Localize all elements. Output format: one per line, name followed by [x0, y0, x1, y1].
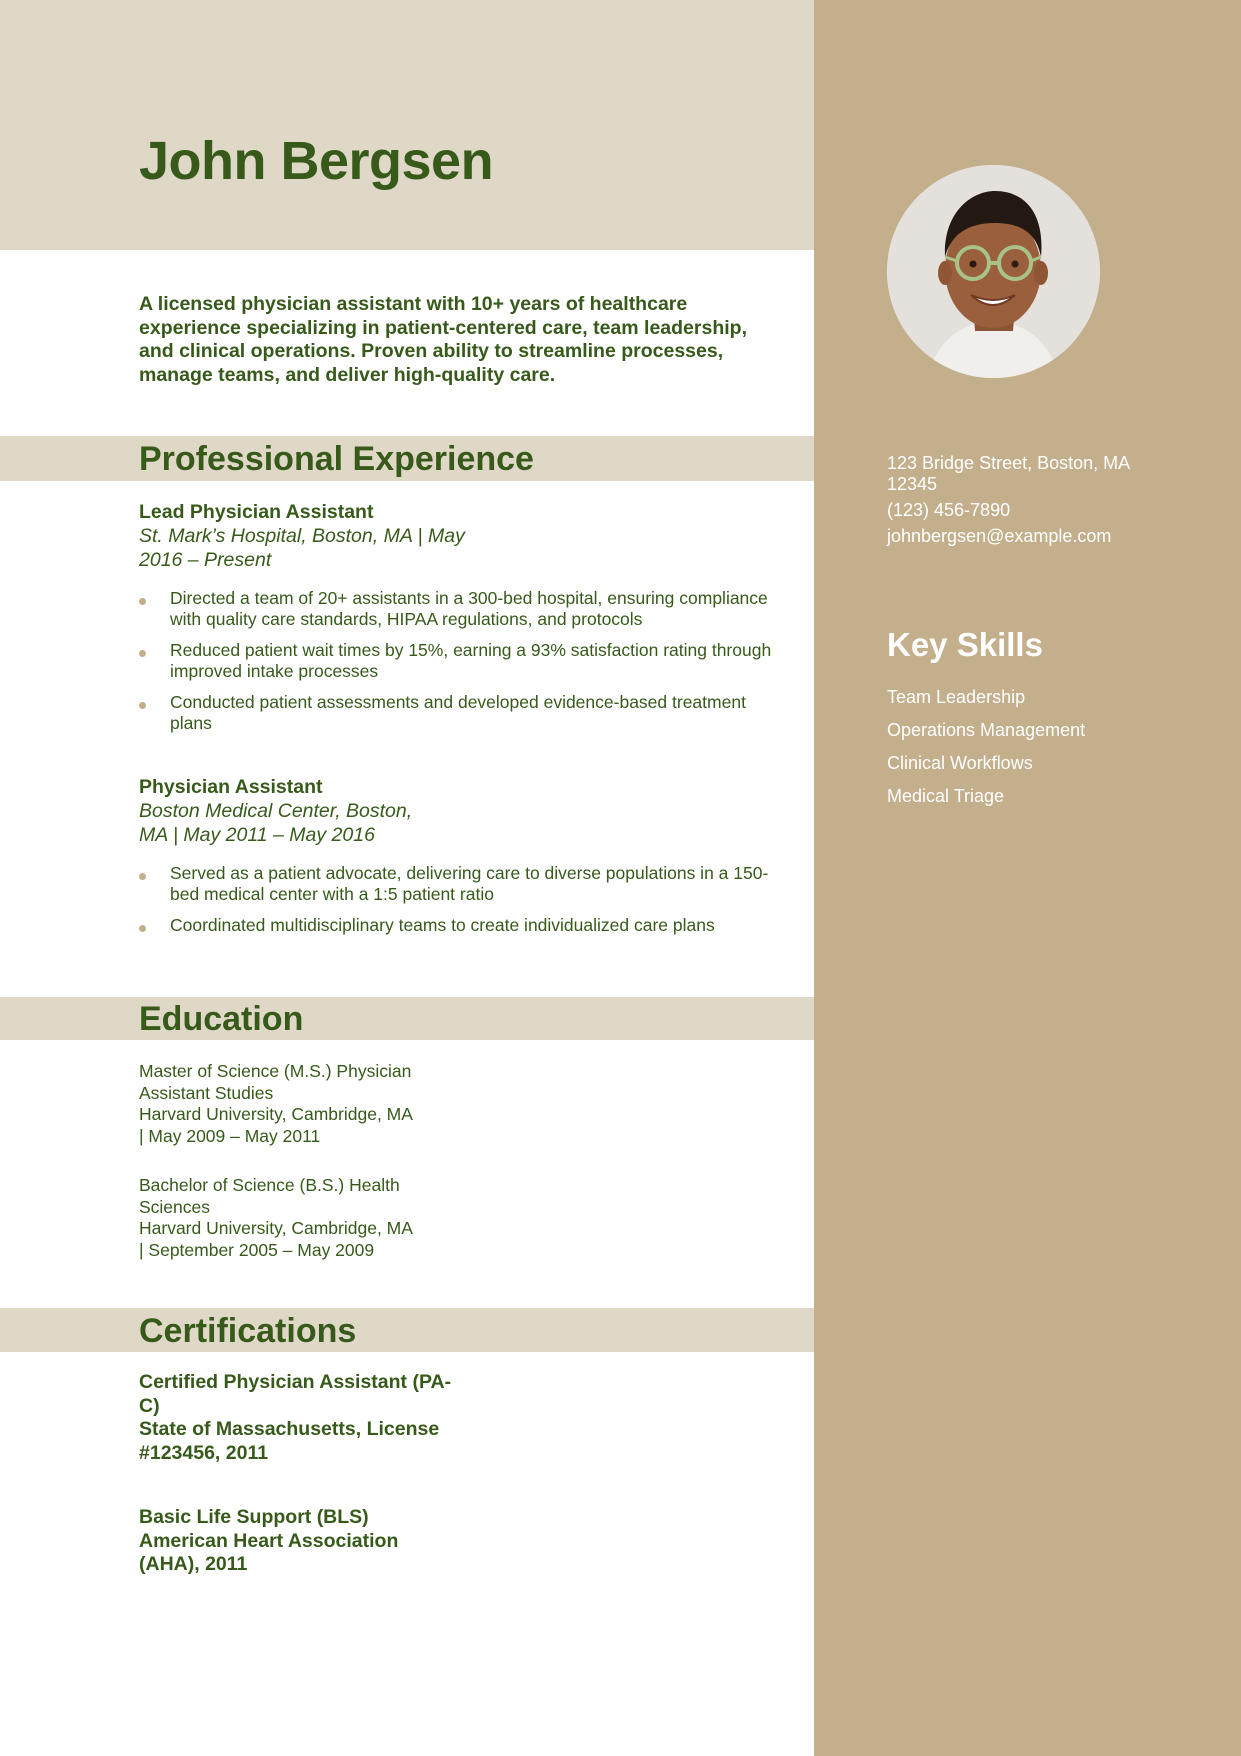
education-entry: [139, 1061, 459, 1147]
school: Harvard University, Cambridge, MA: [139, 1104, 413, 1124]
school: Harvard University, Cambridge, MA: [139, 1218, 413, 1238]
skills-list: [887, 686, 1085, 818]
skill-item: Operations Management: [887, 720, 1086, 740]
certifications-title-band: [0, 1308, 814, 1352]
profile-photo: [887, 165, 1100, 378]
bullet-item: Reduced patient wait times by 15%, earning a 93% satisfaction rating through improved intake processes: [139, 640, 790, 682]
job-entry: [139, 776, 789, 946]
degree: Master of Science (M.S.) Physician Assistant Studies: [139, 1061, 412, 1103]
bullet-item: Coordinated multidisciplinary teams to create individualized care plans: [139, 915, 790, 936]
bullet-dot-icon: [139, 873, 146, 880]
certification-issuer: American Heart Association (AHA), 2011: [139, 1529, 399, 1575]
contact-info: [887, 453, 1177, 552]
email: johnbergsen@example.com: [887, 526, 1112, 546]
certification-name: Certified Physician Assistant (PA-C): [139, 1371, 452, 1417]
address: 123 Bridge Street, Boston, MA 12345: [887, 453, 1130, 494]
dates: | September 2005 – May 2009: [139, 1239, 375, 1260]
skill-item: Medical Triage: [887, 786, 1005, 806]
education-heading: Education: [139, 1000, 304, 1038]
job-entry: [139, 501, 789, 744]
bullet-dot-icon: [139, 925, 146, 932]
skills-heading: Key Skills: [887, 626, 1043, 663]
job-bullets: [139, 588, 789, 734]
bullet-dot-icon: [139, 598, 146, 605]
certification-issuer: State of Massachusetts, License #123456, 2011: [139, 1418, 440, 1464]
job-title: Lead Physician Assistant: [139, 501, 374, 523]
certifications-heading: Certifications: [139, 1312, 357, 1350]
certification-name: Basic Life Support (BLS): [139, 1506, 369, 1528]
job-meta: St. Mark’s Hospital, Boston, MA | May 2016 – Present: [139, 525, 465, 571]
job-meta: Boston Medical Center, Boston, MA | May 2011 – May 2016: [139, 800, 413, 846]
bullet-item: Directed a team of 20+ assistants in a 300-bed hospital, ensuring compliance with quality care standards, HIPAA regulations, and protocols: [139, 588, 790, 630]
degree: Bachelor of Science (B.S.) Health Sciences: [139, 1175, 400, 1217]
job-title: Physician Assistant: [139, 776, 323, 798]
skill-item: Clinical Workflows: [887, 753, 1033, 773]
dates: | May 2009 – May 2011: [139, 1125, 321, 1146]
bullet-dot-icon: [139, 650, 146, 657]
portrait-icon: [887, 165, 1100, 378]
job-bullets: [139, 863, 789, 936]
header-band: [0, 0, 814, 250]
candidate-name: John Bergsen: [139, 131, 494, 191]
phone: (123) 456-7890: [887, 500, 1011, 520]
education-entry: [139, 1175, 459, 1261]
education-title-band: [0, 997, 814, 1040]
bullet-item: Conducted patient assessments and developed evidence-based treatment plans: [139, 692, 790, 734]
summary: A licensed physician assistant with 10+ years of healthcare experience specializing in patient-centered care, team leadership, and clinical operations. Proven ability to streamline processes, manage teams, and deliver high-quality care.: [139, 293, 747, 386]
bullet-dot-icon: [139, 702, 146, 709]
certification-entry: [139, 1506, 439, 1577]
skill-item: Team Leadership: [887, 687, 1026, 707]
bullet-item: Served as a patient advocate, delivering care to diverse populations in a 150-bed medical center with a 1:5 patient ratio: [139, 863, 790, 905]
certification-entry: [139, 1371, 459, 1465]
experience-heading: Professional Experience: [139, 440, 534, 478]
